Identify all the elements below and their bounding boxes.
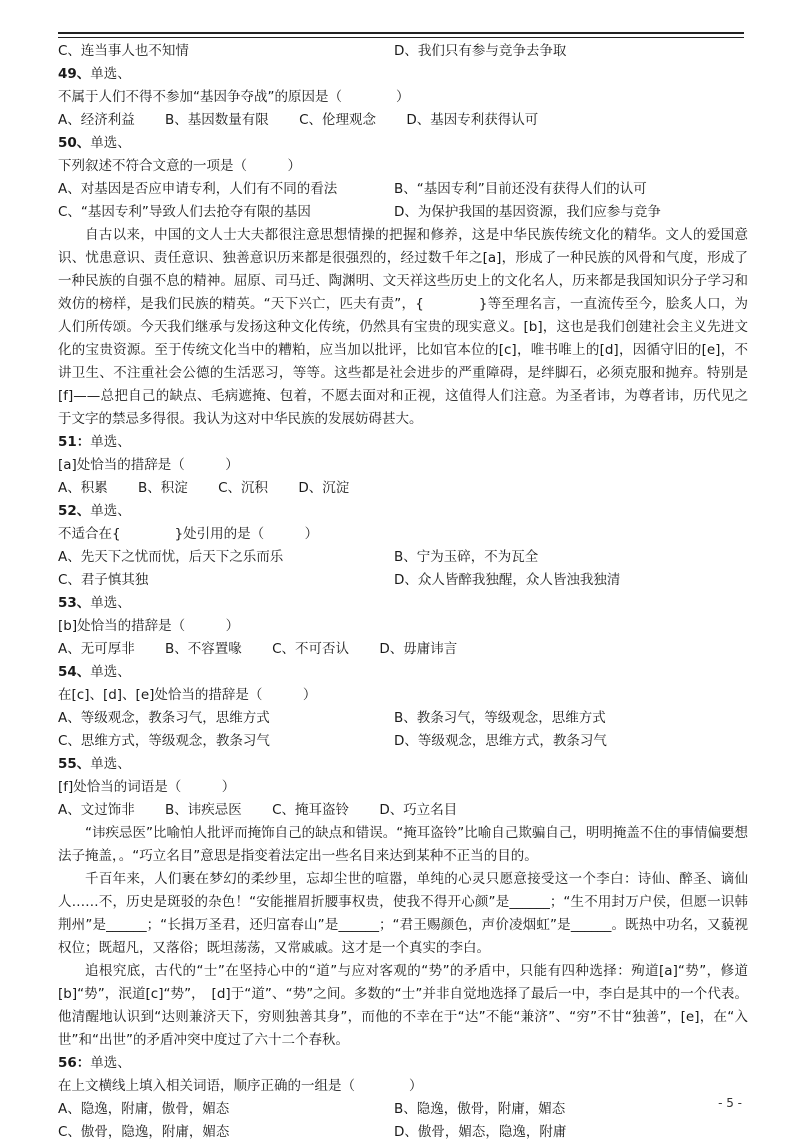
- q53-options: [58, 638, 748, 661]
- q56-number: 56：: [58, 1055, 91, 1071]
- q53-header: [58, 592, 748, 615]
- explanation-passage: “讳疾忌医”比喻怕人批评而掩饰自己的缺点和错误。“掩耳盗铃”比喻自己欺骗自己，明明掩盖不住的事情偏要想法子掩盖，。“巧立名目”意思是指变着法定出一些名目来达到某种不正当的目的。: [58, 825, 748, 864]
- q54-options-row-1: [58, 707, 748, 730]
- q48-options-row: [58, 40, 748, 63]
- q56-option-c: C、傲骨，隐逸，附庸，媚态: [58, 1124, 230, 1140]
- q51-option-a: A、积累: [58, 480, 108, 496]
- q49-options: [58, 109, 748, 132]
- reading-passage-3: 追根究底，古代的“士”在坚持心中的“道”与应对客观的“势”的矛盾中，只能有四种选择：殉道[a]“势”，修道[b]“势”，泯道[c]“势”， [d]于“道”、“势”之间。多数的“士”并非自觉地选择了最后一中，李白是其中的一个代表。他清醒地认识到“达则兼济天下，穷则独善其身”，而他的不幸在于“达”不能“兼济”、“穷”不甘“独善”，[e]，在“入世”和“出世”的矛盾冲突中度过了六十二个春秋。: [58, 963, 748, 1048]
- q54-option-b: B、教条习气，等级观念，思维方式: [394, 710, 606, 726]
- q52-option-a: A、先天下之忧而忧，后天下之乐而乐: [58, 549, 284, 565]
- q48-option-c: C、连当事人也不知情: [58, 43, 189, 59]
- reading-passage-1: 自古以来，中国的文人士大夫都很注意思想情操的把握和修养，这是中华民族传统文化的精华。文人的爱国意识、忧患意识、责任意识、独善意识历来都是很强烈的，经过数千年之[a]，形成了一种民族的风骨和气度，形成了一种民族的自强不息的精神。屈原、司马迁、陶渊明、文天祥这些历史上的文化名人，历来都是我国知识分子学习和效仿的榜样，是我们民族的精英。“天下兴亡，匹夫有责”，{ }等至理名言，一直流传至今，脍炙人口，为人们所传颂。今天我们继承与发扬这种文化传统，仍然具有宝贵的现实意义。[b]，这也是我们创建社会主义先进文化的宝贵资源。至于传统文化当中的糟粕，应当加以批评，比如官本位的[c]，唯书唯上的[d]，因循守旧的[e]，不讲卫生、不注重社会公德的生活恶习，等等。这些都是社会进步的严重障碍，是绊脚石，必须克服和抛弃。特别是[f]——总把自己的缺点、毛病遮掩、包着，不愿去面对和正视，这值得人们注意。为圣者讳，为尊者讳，历代见之于文字的禁忌多得很。我认为这对中华民族的发展妨碍甚大。: [58, 227, 748, 427]
- q55-type: 单选、: [90, 756, 131, 772]
- q55-header: [58, 753, 748, 776]
- q50-option-a: A、对基因是否应申请专利，人们有不同的看法: [58, 181, 338, 197]
- q51-type: 单选、: [90, 434, 131, 450]
- q51-header: [58, 431, 748, 454]
- q54-header: [58, 661, 748, 684]
- q53-option-a: A、无可厚非: [58, 641, 135, 657]
- q53-number: 53、: [58, 595, 91, 611]
- reading-passage-2: 千百年来，人们裹在梦幻的柔纱里，忘却尘世的喧嚣，单纯的心灵只愿意接受这一个李白：诗仙、醉圣、谪仙人……不，历史是斑驳的杂色！“安能摧眉折腰事权贵，使我不得开心颜”是______；“生不用封万户侯，但愿一识韩荆州”是______；“长揖万圣君，还归富春山”是______；“君王赐颜色，声价凌烟虹”是______。既热中功名，又藐视权位；既超凡，又落俗；既坦荡荡，又常戚戚。这才是一个真实的李白。: [58, 871, 748, 956]
- q52-option-c: C、君子慎其独: [58, 572, 149, 588]
- q53-option-d: D、毋庸讳言: [379, 641, 458, 657]
- q54-option-d: D、等级观念，思维方式，教条习气: [394, 733, 607, 749]
- q55-option-a: A、文过饰非: [58, 802, 135, 818]
- q54-option-a: A、等级观念，教条习气，思维方式: [58, 710, 270, 726]
- page-content: [58, 40, 748, 1144]
- q51-option-b: B、积淀: [138, 480, 188, 496]
- q56-option-d: D、傲骨，媚态，隐逸，附庸: [394, 1124, 567, 1140]
- header-rule-thick: [58, 32, 744, 34]
- q51-stem: [a]处恰当的措辞是（ ）: [58, 457, 239, 473]
- q50-options-row-2: [58, 201, 748, 224]
- q49-option-a: A、经济利益: [58, 112, 135, 128]
- q52-type: 单选、: [90, 503, 131, 519]
- q54-type: 单选、: [90, 664, 131, 680]
- q49-stem: 不属于人们不得不参加“基因争夺战”的原因是（ ）: [58, 89, 410, 105]
- q50-option-c: C、“基因专利”导致人们去抢夺有限的基因: [58, 204, 311, 220]
- q49-option-c: C、伦理观念: [299, 112, 377, 128]
- q50-type: 单选、: [90, 135, 131, 151]
- q51-options: [58, 477, 748, 500]
- q49-number: 49、: [58, 66, 91, 82]
- q48-option-d: D、我们只有参与竞争去争取: [394, 43, 567, 59]
- q56-stem: 在上文横线上填入相关词语，顺序正确的一组是（ ）: [58, 1078, 423, 1094]
- q50-option-b: B、“基因专利”目前还没有获得人们的认可: [394, 181, 647, 197]
- q56-option-b: B、隐逸，傲骨，附庸，媚态: [394, 1101, 566, 1117]
- q52-options-row-1: [58, 546, 748, 569]
- q52-number: 52、: [58, 503, 91, 519]
- q52-stem: 不适合在{ }处引用的是（ ）: [58, 526, 319, 542]
- q56-options-row-2: [58, 1121, 748, 1144]
- q56-header: [58, 1052, 748, 1075]
- q49-option-d: D、基因专利获得认可: [406, 112, 539, 128]
- q50-header: [58, 132, 748, 155]
- q54-stem: 在[c]、[d]、[e]处恰当的措辞是（ ）: [58, 687, 317, 703]
- q53-stem: [b]处恰当的措辞是（ ）: [58, 618, 240, 634]
- header-rule-thin: [58, 37, 744, 38]
- q50-stem: 下列叙述不符合文意的一项是（ ）: [58, 158, 301, 174]
- q50-options-row-1: [58, 178, 748, 201]
- q55-number: 55、: [58, 756, 91, 772]
- q54-option-c: C、思维方式，等级观念，教条习气: [58, 733, 270, 749]
- q51-option-c: C、沉积: [218, 480, 269, 496]
- q50-number: 50、: [58, 135, 91, 151]
- q52-option-d: D、众人皆醉我独醒，众人皆浊我独清: [394, 572, 621, 588]
- page-number: - 5 -: [718, 1096, 742, 1110]
- q52-options-row-2: [58, 569, 748, 592]
- q56-option-a: A、隐逸，附庸，傲骨，媚态: [58, 1101, 230, 1117]
- q49-type: 单选、: [90, 66, 131, 82]
- q53-option-b: B、不容置喙: [165, 641, 242, 657]
- q55-option-d: D、巧立名目: [379, 802, 458, 818]
- q55-option-b: B、讳疾忌医: [165, 802, 242, 818]
- q55-stem: [f]处恰当的词语是（ ）: [58, 779, 236, 795]
- q52-option-b: B、宁为玉碎，不为瓦全: [394, 549, 539, 565]
- q56-type: 单选、: [90, 1055, 131, 1071]
- q54-options-row-2: [58, 730, 748, 753]
- q50-option-d: D、为保护我国的基因资源，我们应参与竞争: [394, 204, 661, 220]
- q53-type: 单选、: [90, 595, 131, 611]
- q54-number: 54、: [58, 664, 91, 680]
- q55-option-c: C、掩耳盗铃: [272, 802, 350, 818]
- q51-option-d: D、沉淀: [298, 480, 350, 496]
- q52-header: [58, 500, 748, 523]
- q49-header: [58, 63, 748, 86]
- q55-options: [58, 799, 748, 822]
- q49-option-b: B、基因数量有限: [165, 112, 269, 128]
- q51-number: 51：: [58, 434, 91, 450]
- q53-option-c: C、不可否认: [272, 641, 350, 657]
- q56-options-row-1: [58, 1098, 748, 1121]
